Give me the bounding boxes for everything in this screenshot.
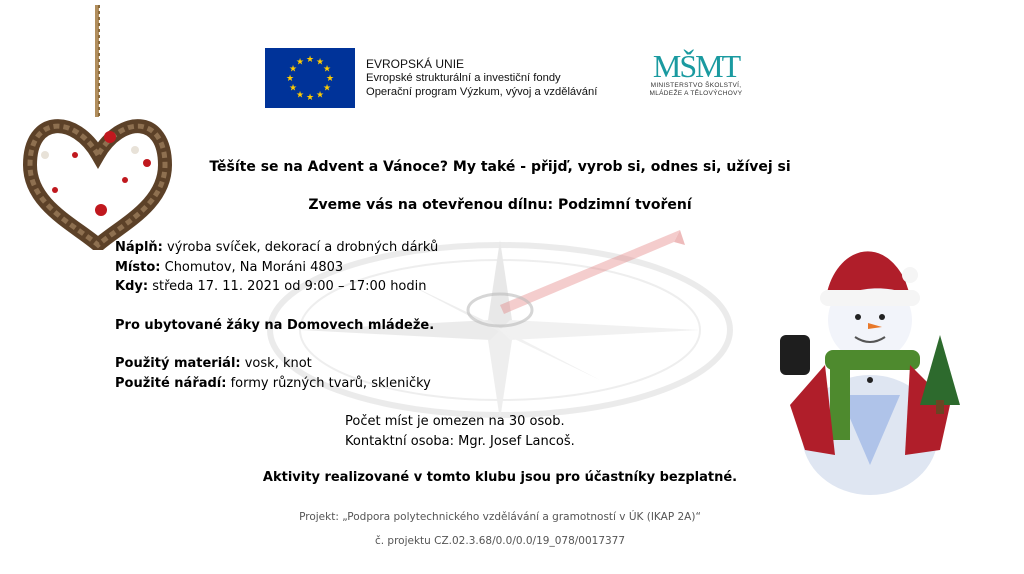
svg-text:★: ★ [285, 74, 295, 84]
eu-logo-funds: Evropské strukturální a investiční fondy [366, 72, 561, 84]
date-label: Kdy: [115, 279, 149, 294]
svg-text:★: ★ [315, 90, 325, 101]
eu-logo-programme: Operační program Výzkum, vývoj a vzdělávání [366, 86, 598, 98]
svg-text:★: ★ [315, 57, 325, 68]
project-number: č. projektu CZ.02.3.68/0.0/0.0/19_078/0017377 [374, 535, 626, 547]
content-value: výroba svíček, dekorací a drobných dárků [162, 240, 439, 255]
snowman-image [770, 235, 970, 500]
place-label: Místo: [115, 259, 161, 275]
capacity-text: Počet míst je omezen na 30 osob. [345, 414, 565, 429]
svg-text:★: ★ [325, 74, 335, 84]
material-label: Použitý materiál: [115, 356, 241, 371]
contact-text: Kontaktní osoba: Mgr. Josef Lancoš. [345, 433, 575, 449]
msmt-logo [636, 50, 756, 110]
target-audience-text: Pro ubytované žáky na Domovech mládeže. [115, 317, 435, 333]
tools-value: formy různých tvarů, skleničky [226, 375, 431, 391]
eu-logo-title: EVROPSKÁ UNIE [366, 57, 465, 71]
svg-text:★: ★ [322, 64, 332, 75]
svg-text:★: ★ [305, 93, 315, 103]
event-details [115, 238, 438, 393]
eu-flag-logo [265, 48, 355, 108]
msmt-logo-line2: MLÁDEŽE A TĚLOVÝCHOVY [649, 90, 743, 97]
target-audience [115, 316, 438, 336]
date-value: středa 17. 11. 2021 od 9:00 – 17:00 hodin [148, 279, 427, 294]
material-line [115, 354, 438, 374]
free-note: Aktivity realizované v tomto klubu jsou pro účastníky bezplatné. [262, 470, 738, 485]
place-value: Chomutov, Na Moráni 4803 [160, 259, 344, 275]
eu-logo-text [366, 57, 597, 99]
tools-label: Použité nářadí: [115, 375, 227, 391]
svg-text:★: ★ [288, 64, 298, 75]
svg-text:★: ★ [288, 83, 298, 94]
content-line [115, 238, 438, 258]
tools-line [115, 374, 438, 394]
msmt-logo-line1: MINISTERSTVO ŠKOLSTVÍ, [650, 82, 742, 89]
place-line [115, 258, 438, 278]
material-value: vosk, knot [240, 356, 312, 371]
svg-text:★: ★ [295, 57, 305, 68]
date-line [115, 277, 438, 297]
svg-text:★: ★ [322, 83, 332, 94]
eu-stars-icon [265, 48, 355, 108]
svg-text:★: ★ [295, 90, 305, 101]
page-subtitle: Zveme vás na otevřenou dílnu: Podzimní tvoření [308, 197, 692, 213]
svg-text:★: ★ [305, 55, 315, 65]
heart-wreath-image [15, 5, 185, 250]
content-label: Náplň: [115, 240, 163, 255]
page-title: Těšíte se na Advent a Vánoce? My také - přijď, vyrob si, odnes si, užívej si [209, 159, 791, 175]
msmt-logo-mark: MŠMT [652, 48, 740, 84]
project-name: Projekt: „Podpora polytechnického vzdělávání a gramotností v ÚK (IKAP 2A)“ [299, 511, 701, 523]
capacity-contact [345, 412, 575, 451]
